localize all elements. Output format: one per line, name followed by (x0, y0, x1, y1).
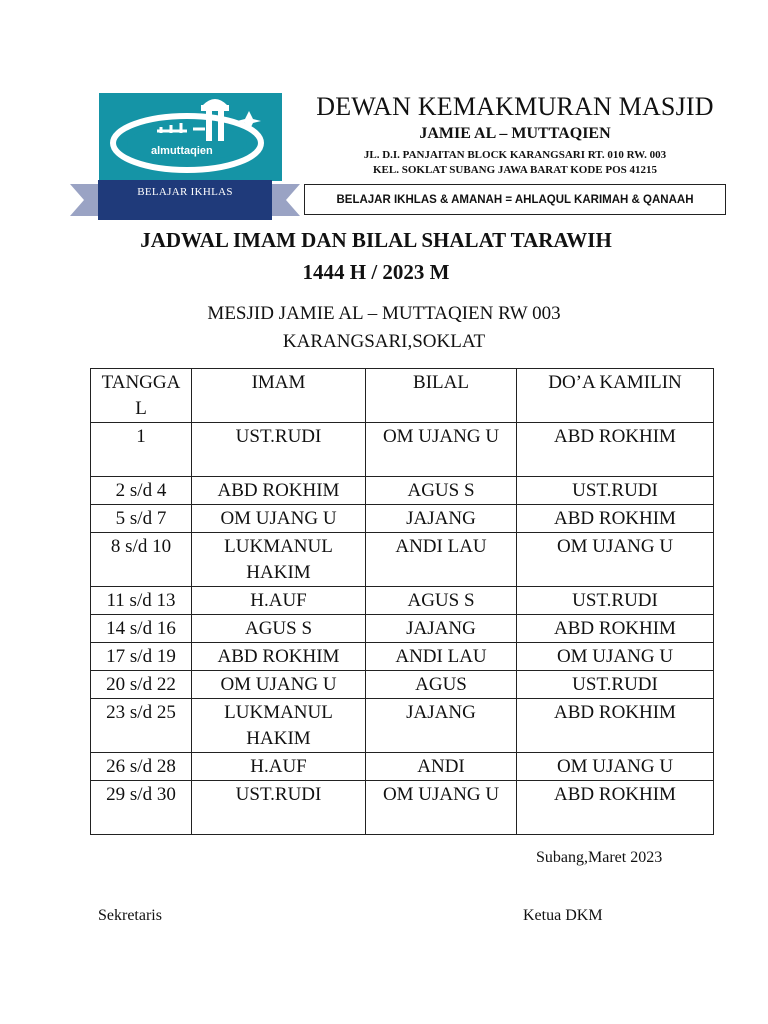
table-row (91, 505, 714, 533)
table-row (91, 477, 714, 505)
cell-bilal: OM UJANG U (366, 781, 517, 835)
cell-bilal: AGUS S (366, 587, 517, 615)
table-row (91, 781, 714, 835)
signatory-chairman: Ketua DKM (523, 907, 603, 924)
table-row (91, 533, 714, 587)
cell-date: 8 s/d 10 (91, 533, 192, 587)
cell-date: 29 s/d 30 (91, 781, 192, 835)
cell-imam: UST.RUDI (192, 423, 366, 477)
cell-doa: ABD ROKHIM (517, 781, 714, 835)
cell-bilal: ANDI LAU (366, 643, 517, 671)
organization-subtitle: JAMIE AL – MUTTAQIEN (419, 125, 611, 142)
cell-imam: H.AUF (192, 753, 366, 781)
table-row (91, 615, 714, 643)
cell-date: 23 s/d 25 (91, 699, 192, 753)
cell-bilal: ANDI (366, 753, 517, 781)
cell-date: 14 s/d 16 (91, 615, 192, 643)
cell-imam: ABD ROKHIM (192, 643, 366, 671)
cell-doa: UST.RUDI (517, 477, 714, 505)
cell-imam: LUKMANUL HAKIM (192, 533, 366, 587)
cell-bilal: JAJANG (366, 699, 517, 753)
table-row (91, 643, 714, 671)
cell-imam: UST.RUDI (192, 781, 366, 835)
mosque-logo-icon (99, 93, 282, 181)
column-header-bilal: BILAL (366, 369, 517, 423)
mosque-name: MESJID JAMIE AL – MUTTAQIEN RW 003 (207, 303, 561, 324)
cell-doa: OM UJANG U (517, 643, 714, 671)
cell-date: 1 (91, 423, 192, 477)
cell-doa: OM UJANG U (517, 753, 714, 781)
address-line-2: KEL. SOKLAT SUBANG JAWA BARAT KODE POS 41215 (372, 164, 658, 176)
table-row (91, 671, 714, 699)
cell-date: 17 s/d 19 (91, 643, 192, 671)
cell-imam: ABD ROKHIM (192, 477, 366, 505)
cell-doa: ABD ROKHIM (517, 699, 714, 753)
schedule-table (90, 368, 714, 835)
organization-logo (99, 93, 282, 181)
cell-bilal: ANDI LAU (366, 533, 517, 587)
cell-doa: ABD ROKHIM (517, 615, 714, 643)
cell-bilal: AGUS (366, 671, 517, 699)
cell-bilal: AGUS S (366, 477, 517, 505)
cell-date: 11 s/d 13 (91, 587, 192, 615)
document-year: 1444 H / 2023 M (302, 260, 450, 284)
motto-box (304, 184, 726, 215)
place-date: Subang,Maret 2023 (536, 849, 663, 866)
address-line-1: JL. D.I. PANJAITAN BLOCK KARANGSARI RT. 010 RW. 003 (363, 149, 667, 161)
cell-bilal: JAJANG (366, 615, 517, 643)
cell-imam: OM UJANG U (192, 671, 366, 699)
cell-date: 26 s/d 28 (91, 753, 192, 781)
column-header-imam: IMAM (192, 369, 366, 423)
cell-date: 20 s/d 22 (91, 671, 192, 699)
cell-doa: ABD ROKHIM (517, 423, 714, 477)
cell-date: 5 s/d 7 (91, 505, 192, 533)
cell-imam: OM UJANG U (192, 505, 366, 533)
document-title: JADWAL IMAM DAN BILAL SHALAT TARAWIH (140, 228, 612, 252)
cell-bilal: JAJANG (366, 505, 517, 533)
organization-title: DEWAN KEMAKMURAN MASJID (316, 92, 714, 121)
mosque-location: KARANGSARI,SOKLAT (282, 331, 486, 352)
column-header-date: TANGGAL (91, 369, 192, 423)
table-row (91, 423, 714, 477)
signatory-secretary: Sekretaris (98, 907, 162, 924)
cell-doa: UST.RUDI (517, 587, 714, 615)
cell-doa: UST.RUDI (517, 671, 714, 699)
logo-ribbon-text: BELAJAR IKHLAS (137, 186, 233, 198)
cell-imam: H.AUF (192, 587, 366, 615)
cell-imam: AGUS S (192, 615, 366, 643)
column-header-doa: DO’A KAMILIN (517, 369, 714, 423)
cell-bilal: OM UJANG U (366, 423, 517, 477)
cell-date: 2 s/d 4 (91, 477, 192, 505)
cell-doa: OM UJANG U (517, 533, 714, 587)
cell-imam: LUKMANUL HAKIM (192, 699, 366, 753)
table-row (91, 753, 714, 781)
schedule-body (91, 423, 714, 835)
table-row (91, 699, 714, 753)
logo-wordmark: almuttaqien (151, 145, 213, 157)
cell-doa: ABD ROKHIM (517, 505, 714, 533)
table-header-row (91, 369, 714, 423)
table-row (91, 587, 714, 615)
motto-text: BELAJAR IKHLAS & AMANAH = AHLAQUL KARIMAH & QANAAH (336, 193, 694, 206)
